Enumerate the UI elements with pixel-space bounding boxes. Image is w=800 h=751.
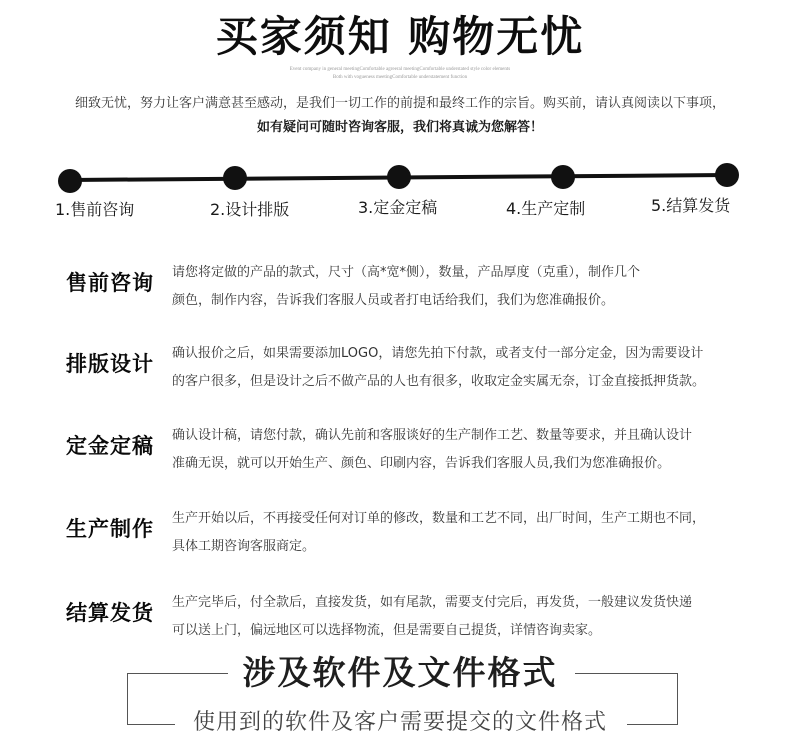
section-deposit-finalize	[66, 422, 766, 492]
timeline-step-1: 1.售前咨询	[55, 200, 135, 219]
english-subtitle-line-2: Both with vogueness meetingComfortable understatement function	[332, 75, 468, 80]
page-title: 买家须知 购物无忧	[215, 12, 585, 61]
timeline-dot-3-icon	[387, 165, 411, 189]
section-presale-consultation	[66, 259, 766, 329]
section-body-line-2: 的客户很多，但是设计之后不做产品的人也有很多，收取定金实属无奈，订金直接抵押货款。	[172, 374, 706, 389]
section-heading: 排版设计	[66, 352, 154, 376]
timeline-dot-5-icon	[715, 163, 739, 187]
section-body	[172, 505, 705, 561]
section-body-line-2: 颜色，制作内容，告诉我们客服人员或者打电话给我们，我们为您准确报价。	[172, 293, 615, 308]
timeline-step-5: 5.结算发货	[651, 196, 731, 215]
section-settlement-shipping	[66, 589, 766, 659]
section-body-line-2: 准确无误，就可以开始生产、颜色、印刷内容，告诉我们客服人员,我们为您准确报价。	[172, 456, 671, 471]
intro-line-1: 细致无忧，努力让客户满意甚至感动，是我们一切工作的前提和最终工作的宗旨。购买前，请认真阅读以下事项，	[74, 96, 725, 111]
timeline-step-2: 2.设计排版	[210, 200, 290, 219]
section-body	[172, 340, 705, 396]
section-body-line-1: 生产完毕后，付全款后，直接发货，如有尾款，需要支付完后，再发货，一般建议发货快递	[172, 595, 693, 610]
timeline-step-3: 3.定金定稿	[358, 198, 438, 217]
section-heading: 定金定稿	[66, 434, 154, 458]
section-body	[172, 259, 640, 315]
section-body	[172, 589, 692, 645]
english-subtitle-line-1: Event company in general meetingComfortable agreeral meetingComfortable understated style color elements	[289, 67, 511, 72]
formats-subtitle: 使用到的软件及客户需要提交的文件格式	[192, 710, 607, 735]
timeline-step-4: 4.生产定制	[506, 199, 586, 218]
timeline-dot-1-icon	[58, 169, 82, 193]
timeline-dot-2-icon	[223, 166, 247, 190]
section-body-line-2: 可以送上门，偏远地区可以选择物流，但是需要自己提货，详情咨询卖家。	[172, 623, 602, 638]
section-body-line-1: 生产开始以后，不再接受任何对订单的修改，数量和工艺不同，出厂时间，生产工期也不同，	[172, 511, 706, 526]
section-body-line-2: 具体工期咨询客服商定。	[172, 539, 316, 554]
intro-line-2: 如有疑问可随时咨询客服，我们将真诚为您解答！	[256, 120, 543, 135]
intro-text	[0, 92, 800, 140]
section-heading: 生产制作	[66, 517, 154, 541]
section-production	[66, 505, 766, 575]
section-body-line-1: 确认设计稿，请您付款，确认先前和客服谈好的生产制作工艺、数量等要求，并且确认设计	[172, 428, 693, 443]
section-layout-design	[66, 340, 766, 410]
section-body-line-1: 请您将定做的产品的款式，尺寸（高*宽*侧），数量，产品厚度（克重），制作几个	[172, 265, 641, 280]
section-heading: 结算发货	[66, 601, 154, 625]
section-body	[172, 422, 692, 478]
formats-title: 涉及软件及文件格式	[242, 653, 558, 692]
timeline-dot-4-icon	[551, 165, 575, 189]
section-body-line-1: 确认报价之后，如果需要添加LOGO，请您先拍下付款，或者支付一部分定金，因为需要设计	[172, 346, 704, 361]
process-timeline	[0, 150, 800, 200]
section-heading: 售前咨询	[66, 271, 154, 295]
